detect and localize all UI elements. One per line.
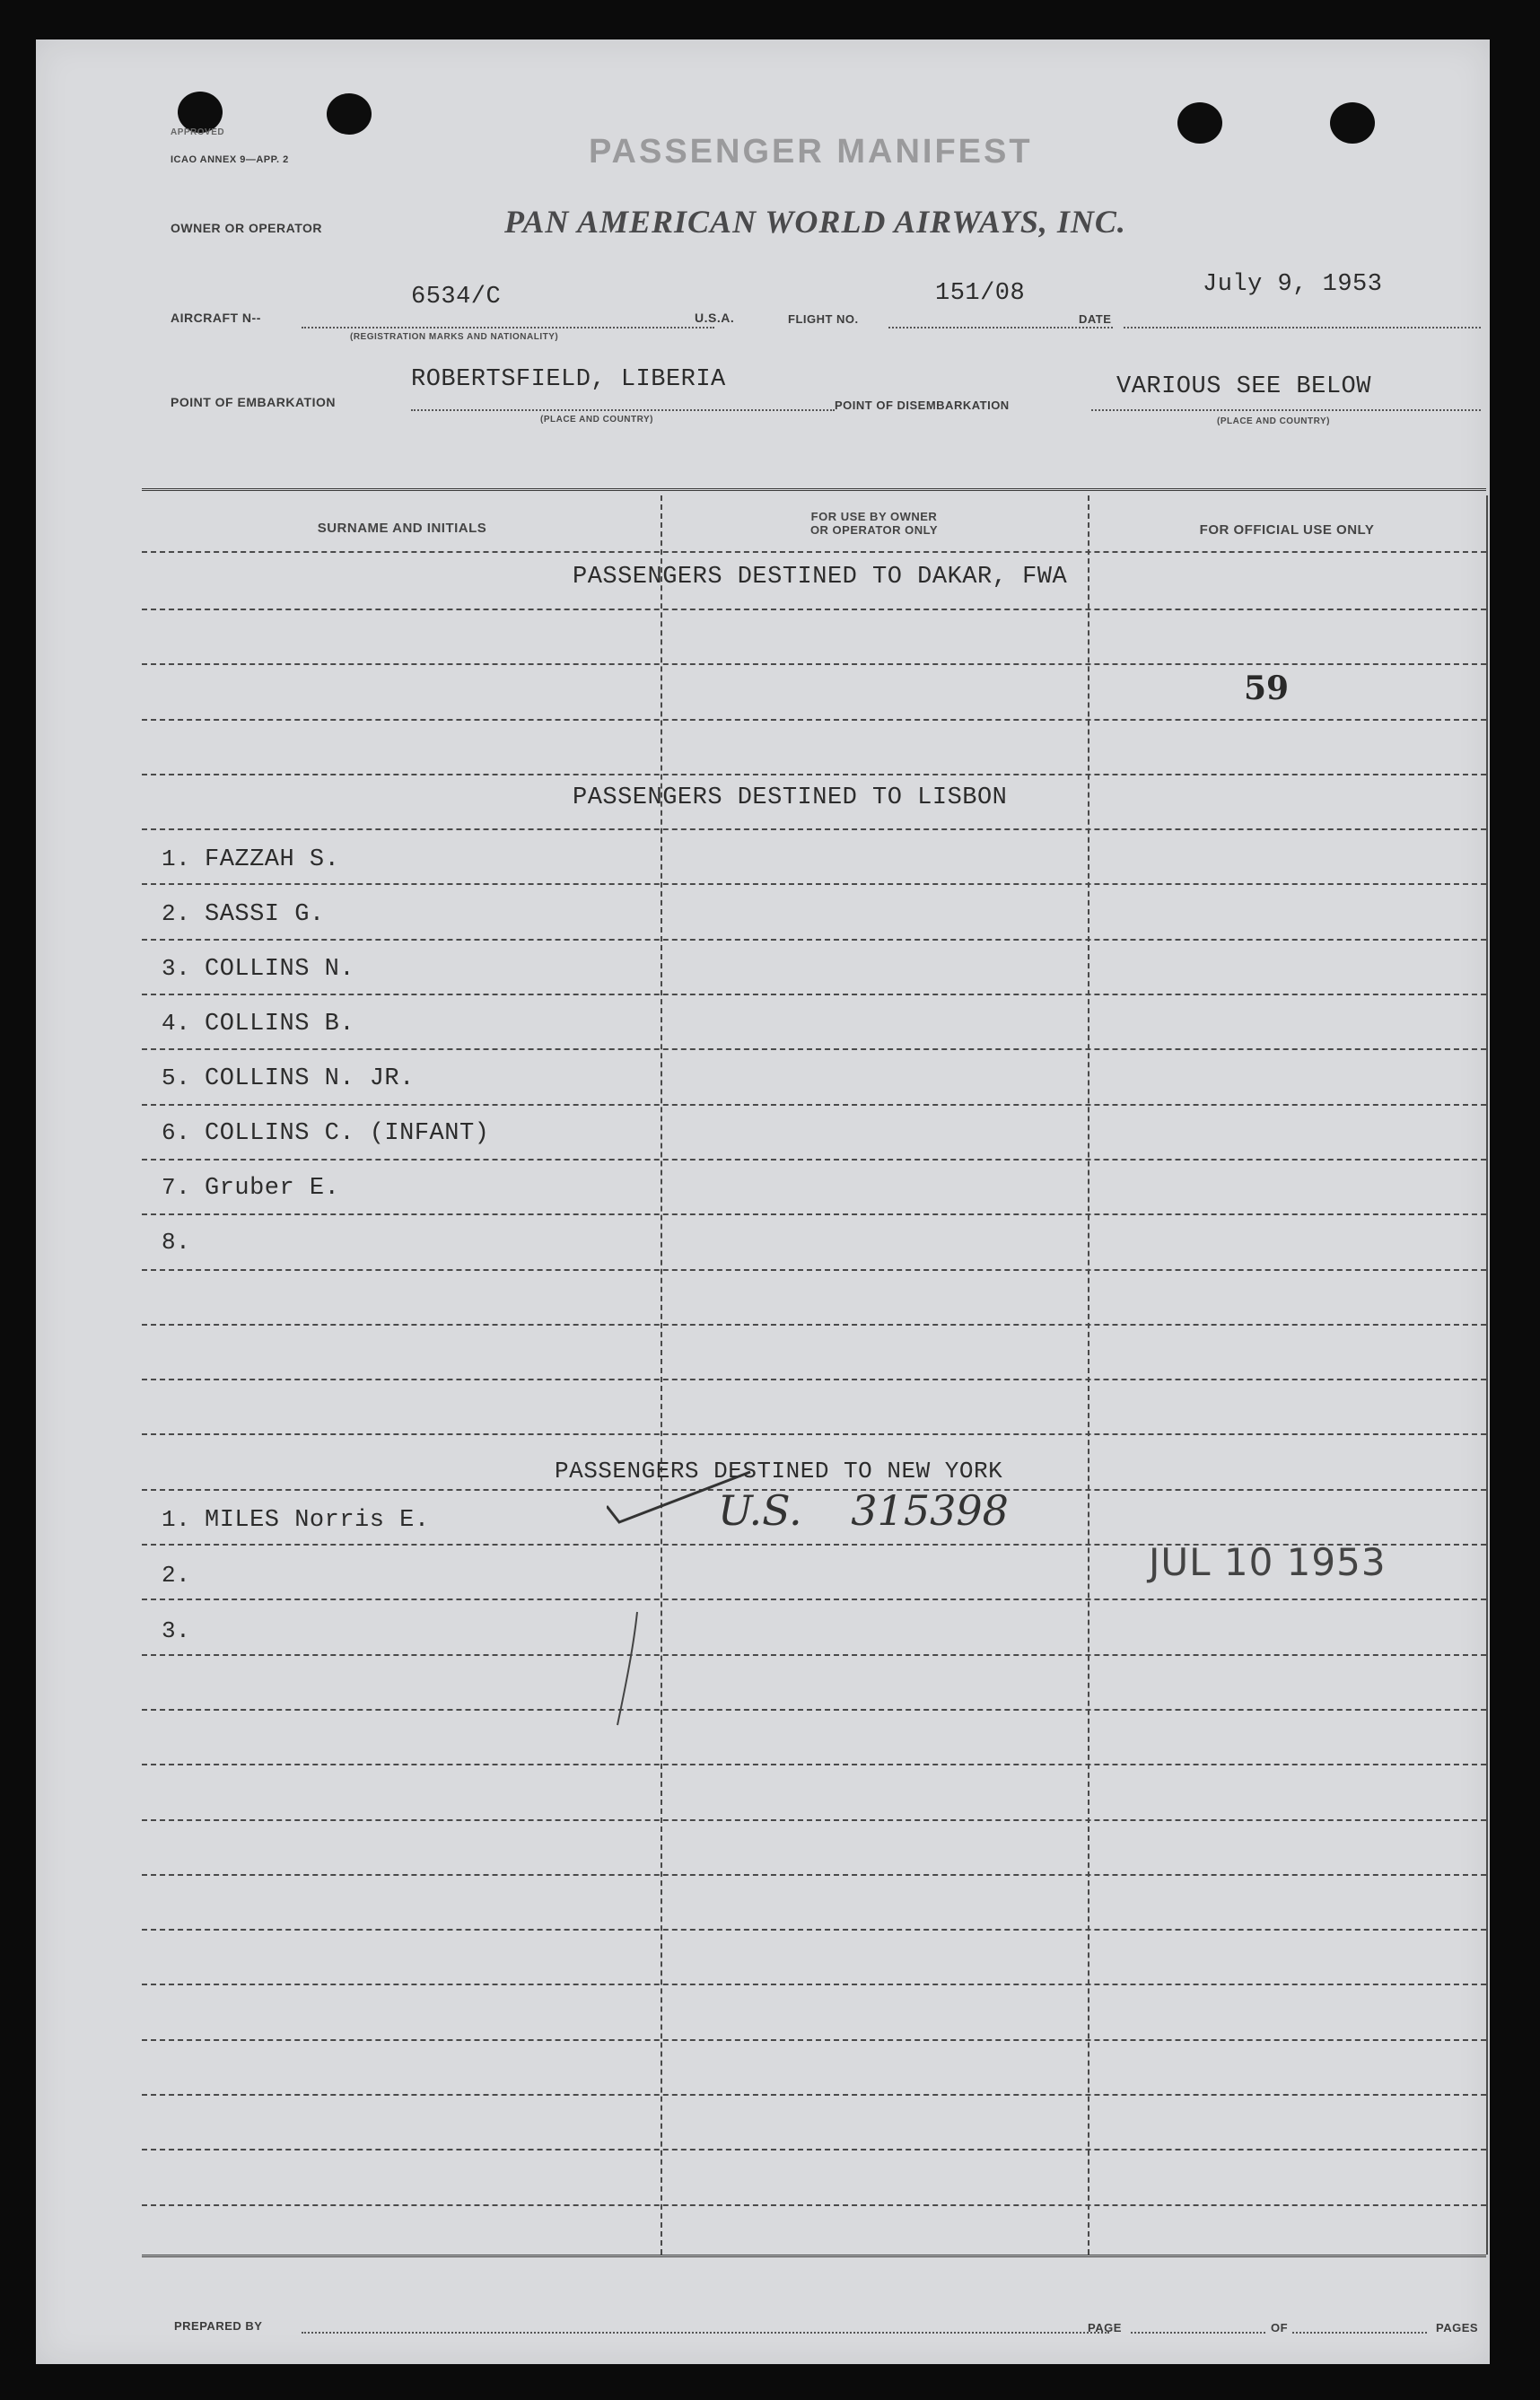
table-row-rule [142, 1929, 1486, 1931]
passenger-name: SASSI G. [205, 901, 325, 928]
passenger-name: MILES Norris E. [205, 1507, 430, 1534]
passenger-number: 1. [162, 845, 191, 872]
table-right-edge [1486, 495, 1488, 2255]
aircraft-fill-line [302, 327, 714, 328]
flight-number: 151/08 [935, 280, 1026, 307]
date-stamp: JUL 10 1953 [1149, 1540, 1387, 1584]
passenger-number: 7. [162, 1174, 191, 1201]
passenger-number: 8. [162, 1229, 191, 1256]
flight-fill-line [888, 327, 1113, 328]
punch-hole [1330, 102, 1375, 144]
disembarkation-fill-line [1091, 409, 1481, 411]
prepared-by-line [302, 2332, 1109, 2334]
table-top-rule [142, 488, 1486, 491]
table-row-rule [142, 1159, 1486, 1161]
aircraft-label: AIRCRAFT N-- [171, 311, 261, 325]
owner-use-line-1: FOR USE BY OWNER [810, 510, 938, 523]
table-row-rule [142, 1599, 1486, 1600]
passenger-row [162, 845, 339, 873]
passenger-name: COLLINS N. JR. [205, 1065, 415, 1092]
table-row-rule [142, 1709, 1486, 1711]
passenger-row [162, 1010, 354, 1038]
passenger-name: COLLINS N. [205, 956, 355, 983]
passenger-number: 6. [162, 1119, 191, 1146]
table-row-rule [142, 551, 1486, 553]
table-row-rule [142, 2039, 1486, 2041]
pencil-stroke-icon [610, 1610, 646, 1727]
passenger-row [162, 1119, 489, 1147]
registration-caption: (REGISTRATION MARKS AND NATIONALITY) [350, 332, 559, 342]
disembarkation-label: POINT OF DISEMBARKATION [835, 399, 1010, 412]
column-header-owner-use [661, 510, 1088, 537]
passenger-row [162, 955, 354, 983]
prepared-by-label: PREPARED BY [174, 2319, 263, 2333]
table-row-rule [142, 828, 1486, 830]
passenger-row [162, 1562, 205, 1590]
table-row-rule [142, 1269, 1486, 1271]
table-row-rule [142, 1819, 1486, 1821]
column-header-official: FOR OFFICIAL USE ONLY [1199, 522, 1375, 538]
passenger-number: 1. [162, 1506, 191, 1533]
punch-hole [1177, 102, 1222, 144]
passenger-number: 3. [162, 1617, 191, 1644]
passenger-name: Gruber E. [205, 1175, 340, 1202]
disembarkation-value: VARIOUS SEE BELOW [1116, 373, 1371, 400]
section-lisbon: PASSENGERS DESTINED TO LISBON [573, 784, 1008, 811]
passenger-row [162, 1229, 205, 1257]
embarkation-caption: (PLACE AND COUNTRY) [540, 415, 653, 425]
table-row-rule [142, 1984, 1486, 1985]
passenger-number: 2. [162, 900, 191, 927]
table-bottom-rule [142, 2255, 1486, 2257]
table-row-rule [142, 1433, 1486, 1435]
table-row-rule [142, 1874, 1486, 1876]
table-row-rule [142, 2149, 1486, 2150]
table-row-rule [142, 1324, 1486, 1326]
approved-text: APPROVED [171, 127, 225, 137]
of-label: OF [1271, 2321, 1289, 2334]
column-divider-2 [1088, 495, 1089, 2255]
passenger-number: 3. [162, 955, 191, 982]
table-row-rule [142, 774, 1486, 775]
section-new-york: PASSENGERS DESTINED TO NEW YORK [555, 1458, 1003, 1485]
date-fill-line [1124, 327, 1481, 328]
form-title: PASSENGER MANIFEST [589, 133, 1033, 171]
passenger-number: 5. [162, 1064, 191, 1091]
flight-date: July 9, 1953 [1203, 271, 1383, 298]
table-row-rule [142, 1764, 1486, 1765]
owner-label: OWNER OR OPERATOR [171, 221, 322, 235]
page-line [1131, 2332, 1265, 2334]
pages-label: PAGES [1436, 2321, 1479, 2334]
table-row-rule [142, 1379, 1486, 1380]
passenger-row [162, 900, 325, 928]
table-row-rule [142, 663, 1486, 665]
passenger-row [162, 1506, 430, 1534]
passenger-number: 4. [162, 1010, 191, 1037]
embarkation-fill-line [411, 409, 835, 411]
table-row-rule [142, 2094, 1486, 2096]
table-row-rule [142, 994, 1486, 995]
manifest-sheet [36, 39, 1490, 2364]
operator-name: PAN AMERICAN WORLD AIRWAYS, INC. [504, 204, 1126, 240]
table-row-rule [142, 1048, 1486, 1050]
page-label: PAGE [1088, 2321, 1122, 2334]
table-row-rule [142, 2204, 1486, 2206]
passenger-row [162, 1064, 415, 1092]
date-label: DATE [1079, 312, 1112, 326]
passenger-row [162, 1174, 339, 1202]
of-line [1292, 2332, 1427, 2334]
embarkation-label: POINT OF EMBARKATION [171, 395, 336, 409]
punch-hole [327, 93, 372, 135]
aircraft-number: 6534/C [411, 284, 502, 311]
table-row-rule [142, 1104, 1486, 1106]
table-row-rule [142, 883, 1486, 885]
column-divider-1 [661, 495, 662, 2255]
table-row-rule [142, 719, 1486, 721]
flight-label: FLIGHT NO. [788, 312, 859, 326]
table-row-rule [142, 609, 1486, 610]
embarkation-value: ROBERTSFIELD, LIBERIA [411, 366, 726, 393]
disembarkation-caption: (PLACE AND COUNTRY) [1217, 416, 1330, 426]
passenger-number: 2. [162, 1562, 191, 1589]
passenger-row [162, 1617, 205, 1645]
official-count: 59 [1244, 670, 1290, 707]
passenger-name: FAZZAH S. [205, 846, 340, 873]
section-dakar: PASSENGERS DESTINED TO DAKAR, FWA [573, 564, 1068, 591]
column-header-surname: SURNAME AND INITIALS [317, 521, 487, 536]
passenger-name: COLLINS B. [205, 1011, 355, 1038]
country-label: U.S.A. [695, 311, 735, 325]
icao-reference: ICAO ANNEX 9—APP. 2 [171, 154, 289, 165]
handwritten-reference: U.S. 315398 [718, 1486, 1009, 1535]
passenger-name: COLLINS C. (INFANT) [205, 1120, 490, 1147]
table-row-rule [142, 939, 1486, 941]
owner-use-line-2: OR OPERATOR ONLY [809, 523, 939, 537]
table-row-rule [142, 1213, 1486, 1215]
table-row-rule [142, 1654, 1486, 1656]
